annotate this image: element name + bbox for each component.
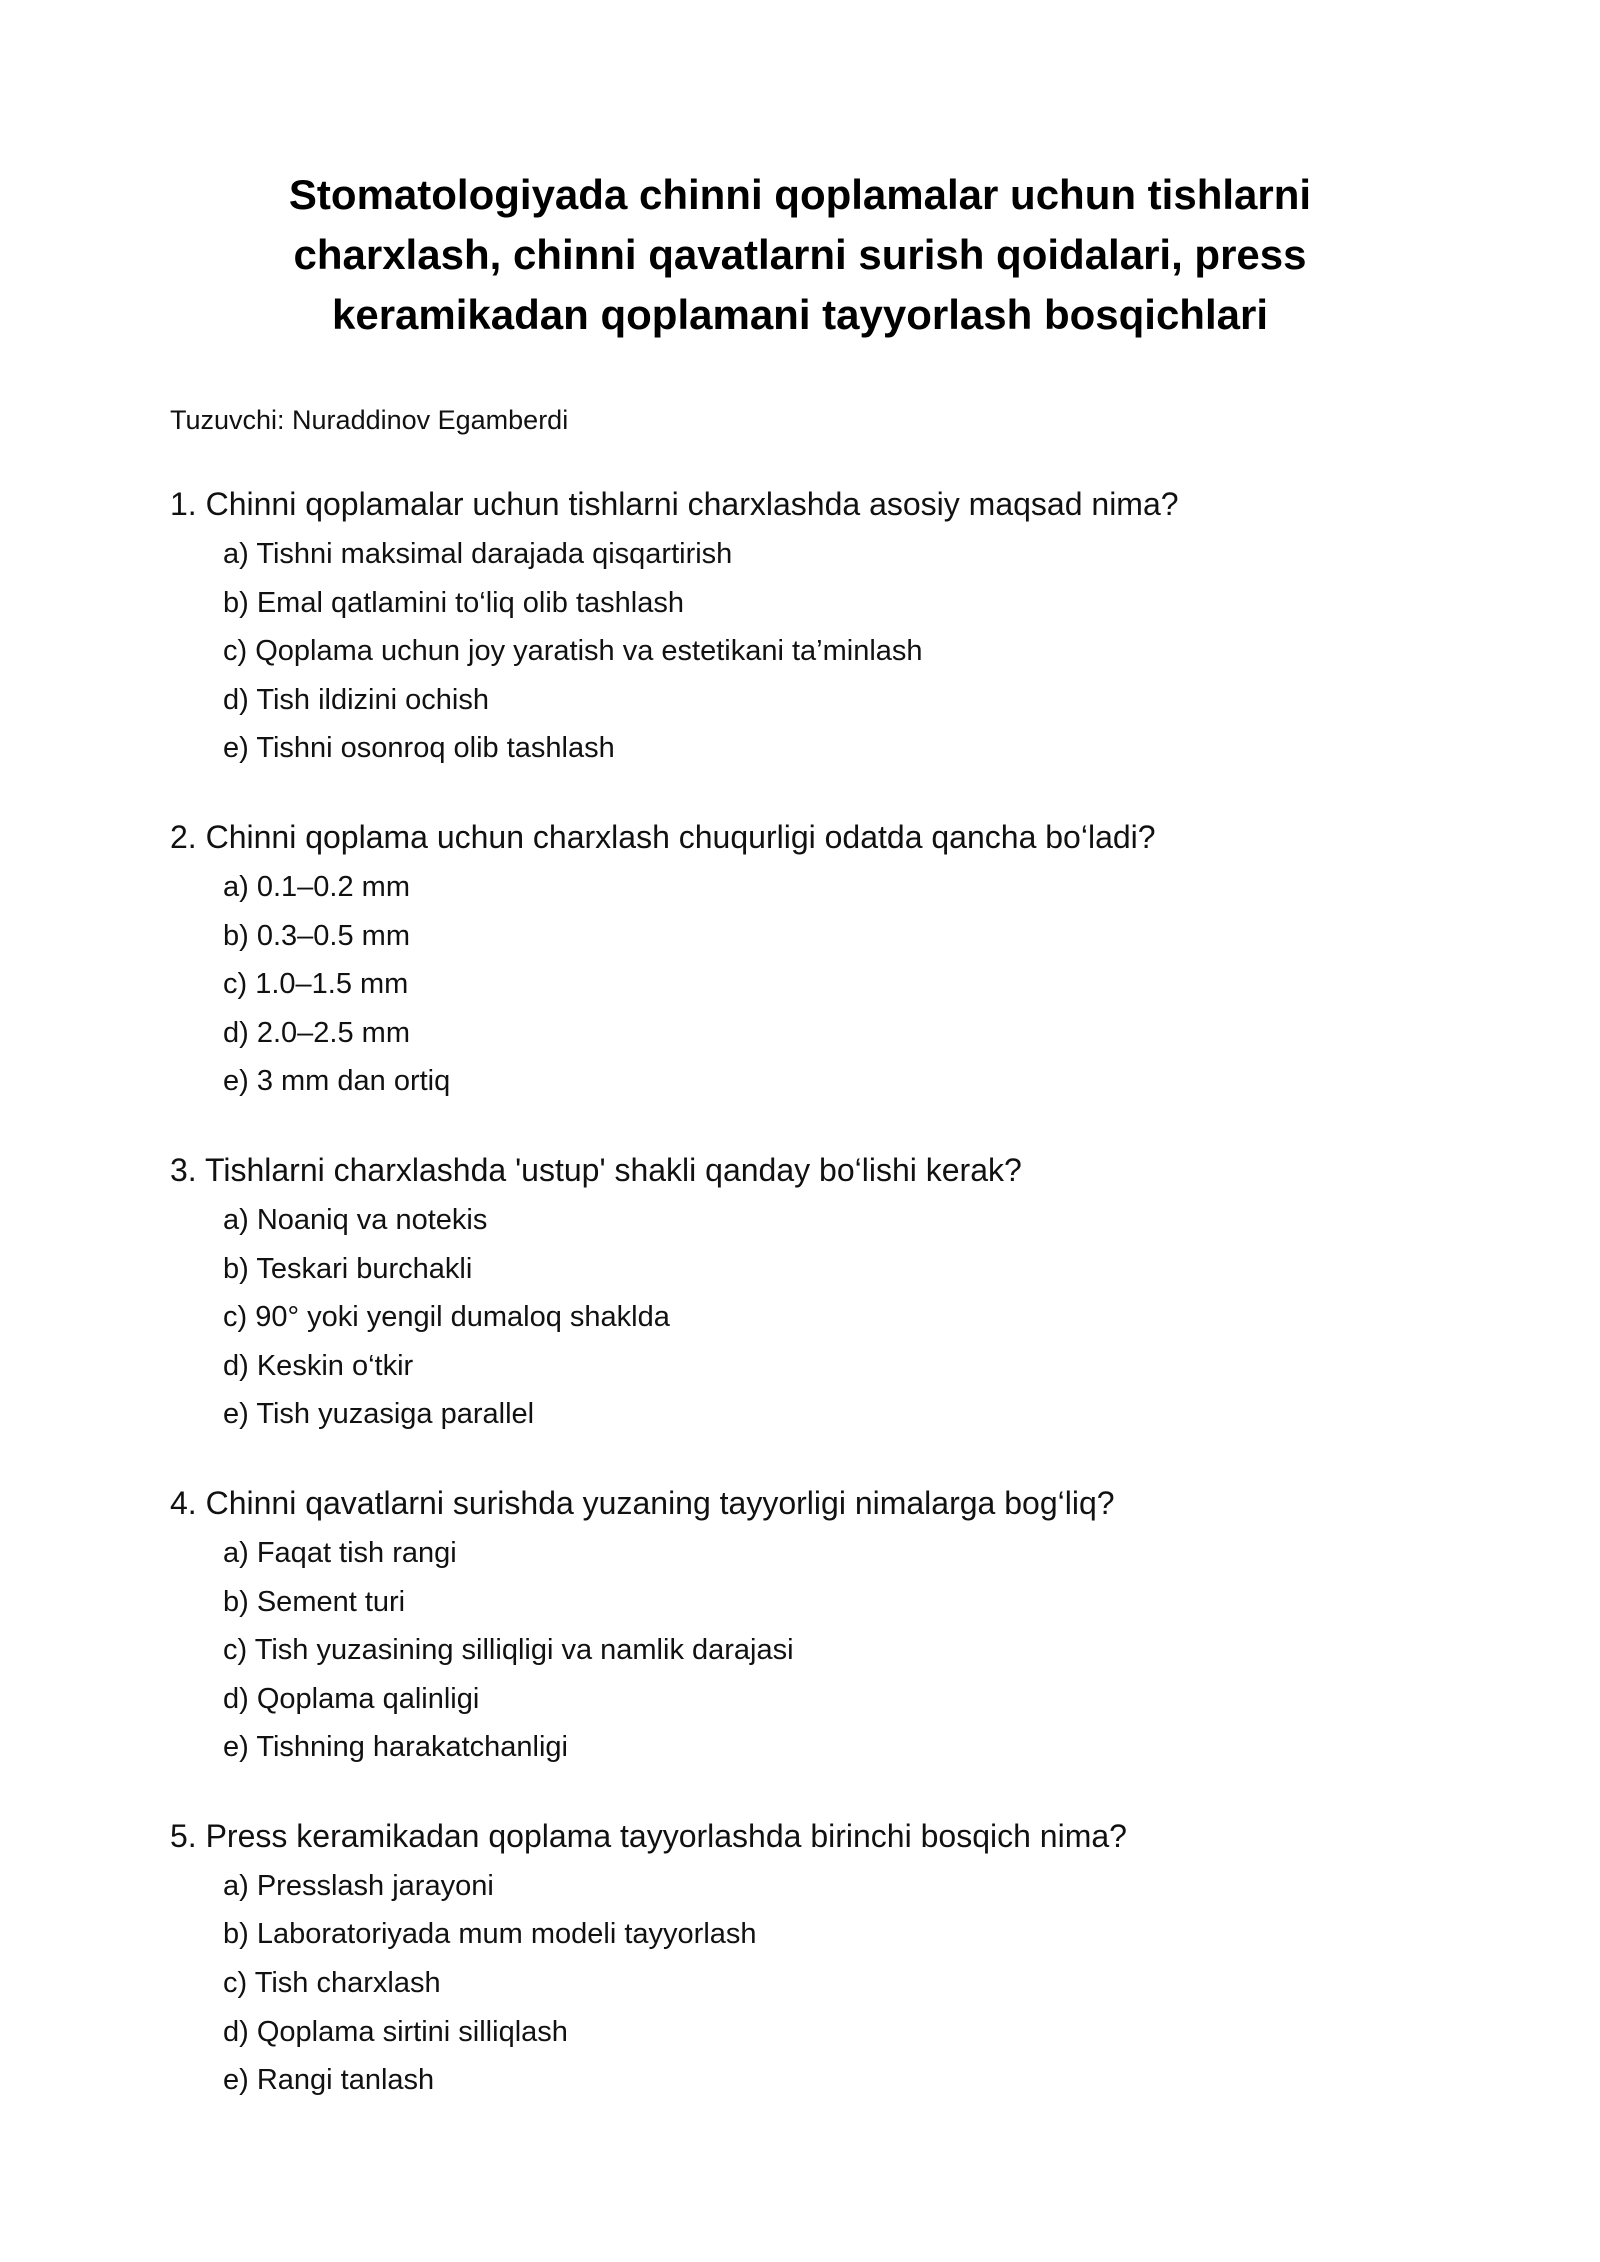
answer-option-a: a) Noaniq va notekis (223, 1203, 488, 1236)
question-text: 5. Press keramikadan qoplama tayyorlashda birinchi bosqich nima? (170, 1817, 1127, 1854)
answer-option-d: d) 2.0–2.5 mm (223, 1016, 410, 1049)
answer-option-e: e) Tishning harakatchanligi (223, 1731, 568, 1764)
question-list (170, 483, 1470, 2148)
answer-option-c: c) Tish yuzasining silliqligi va namlik darajasi (223, 1634, 794, 1667)
question-4 (170, 1482, 1470, 1772)
answer-option-d: d) Qoplama sirtini silliqlash (223, 2015, 568, 2048)
question-text: 1. Chinni qoplamalar uchun tishlarni charxlashda asosiy maqsad nima? (170, 486, 1179, 522)
answer-option-b: b) Emal qatlamini to‘liq olib tashlash (223, 586, 684, 619)
question-3 (170, 1149, 1470, 1439)
answer-option-d: d) Keskin o‘tkir (223, 1349, 414, 1382)
question-2 (170, 816, 1470, 1106)
answer-option-d: d) Tish ildizini ochish (223, 683, 489, 716)
author-line: Tuzuvchi: Nuraddinov Egamberdi (170, 405, 569, 435)
question-5 (170, 1815, 1470, 2105)
answer-option-a: a) Faqat tish rangi (223, 1536, 457, 1569)
answer-option-c: c) Tish charxlash (223, 1967, 441, 2000)
answer-options (170, 1196, 1470, 1439)
answer-option-e: e) Tish yuzasiga parallel (223, 1398, 535, 1431)
answer-option-b: b) Sement turi (223, 1585, 406, 1618)
answer-options (170, 1529, 1470, 1772)
answer-option-b: b) 0.3–0.5 mm (223, 919, 410, 952)
answer-option-b: b) Teskari burchakli (223, 1252, 473, 1285)
answer-option-a: a) Presslash jarayoni (223, 1869, 494, 1902)
answer-options (170, 1862, 1470, 2105)
answer-options (170, 530, 1470, 773)
document-title: Stomatologiyada chinni qoplamalar uchun tishlarni charxlash, chinni qavatlarni surish qoidalari, press keramikadan qoplamani tayyorlash bosqichlari (288, 171, 1312, 338)
question-text: 2. Chinni qoplama uchun charxlash chuqurligi odatda qancha bo‘ladi? (170, 818, 1156, 855)
question-text: 4. Chinni qavatlarni surishda yuzaning tayyorligi nimalarga bog‘liq? (170, 1484, 1115, 1521)
answer-option-a: a) 0.1–0.2 mm (223, 870, 410, 903)
answer-option-c: c) 1.0–1.5 mm (223, 968, 409, 1001)
answer-option-b: b) Laboratoriyada mum modeli tayyorlash (223, 1918, 757, 1951)
question-1 (170, 483, 1470, 773)
answer-option-c: c) 90° yoki yengil dumaloq shaklda (223, 1301, 670, 1334)
answer-option-e: e) Rangi tanlash (223, 2064, 435, 2097)
question-text: 3. Tishlarni charxlashda 'ustup' shakli qanday bo‘lishi kerak? (170, 1151, 1022, 1188)
answer-option-c: c) Qoplama uchun joy yaratish va estetikani ta’minlash (223, 635, 923, 668)
answer-options (170, 863, 1470, 1106)
answer-option-e: e) Tishni osonroq olib tashlash (223, 732, 615, 765)
answer-option-a: a) Tishni maksimal darajada qisqartirish (223, 538, 733, 570)
answer-option-e: e) 3 mm dan ortiq (223, 1065, 451, 1098)
answer-option-d: d) Qoplama qalinligi (223, 1682, 480, 1715)
